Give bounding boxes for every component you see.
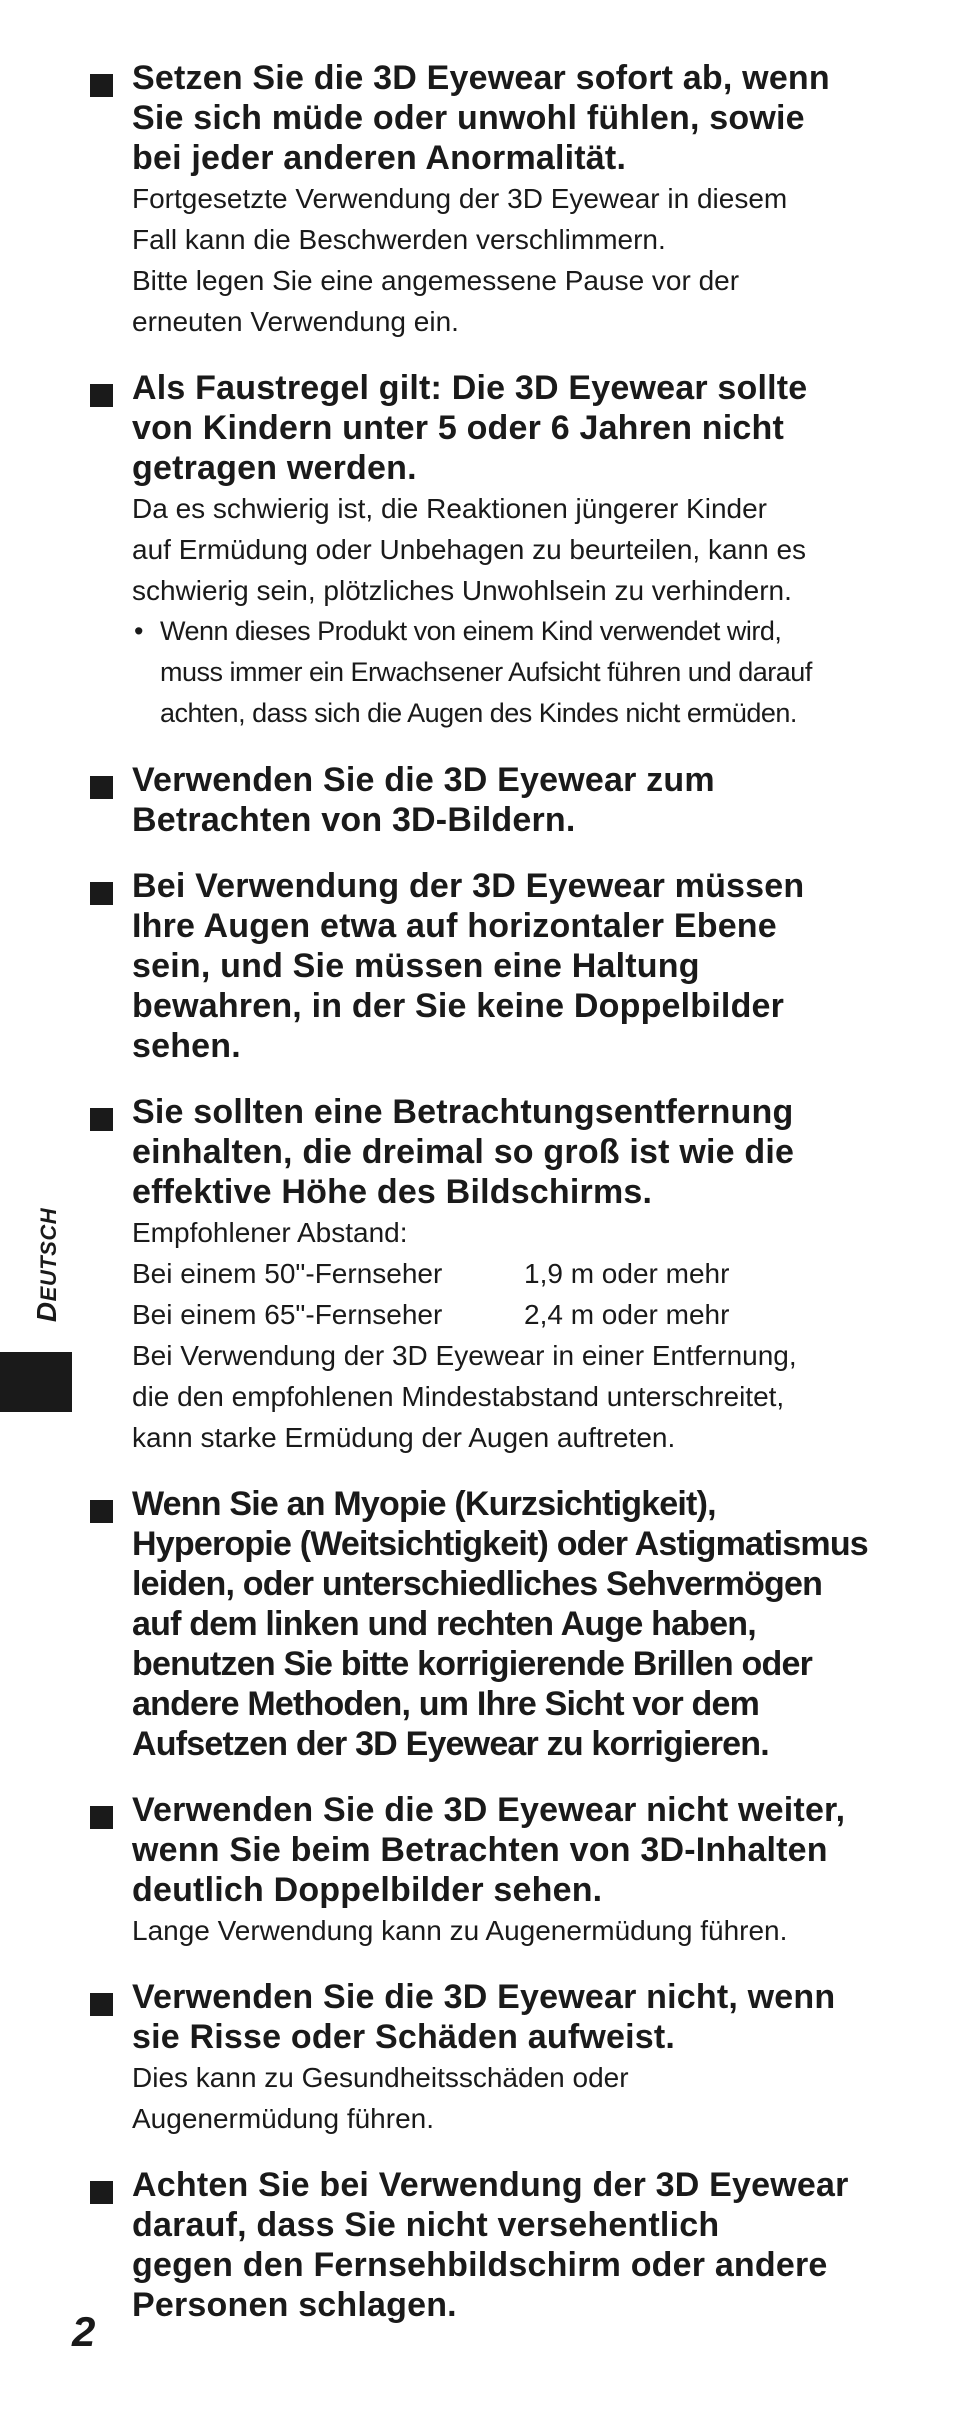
item-body xyxy=(132,178,917,342)
heading-line: auf dem linken und rechten Auge haben, xyxy=(132,1605,756,1643)
heading-line: Personen schlagen. xyxy=(132,2286,457,2324)
warning-item xyxy=(87,2165,917,2325)
body-line: die den empfohlenen Mindestabstand unterschreitet, xyxy=(132,1381,785,1412)
heading-line: Verwenden Sie die 3D Eyewear nicht, wenn xyxy=(132,1978,836,2016)
heading-line: Ihre Augen etwa auf horizontaler Ebene xyxy=(132,907,777,945)
heading-line: leiden, oder unterschiedliches Sehvermögen xyxy=(132,1565,823,1603)
square-bullet-icon xyxy=(90,1500,113,1523)
body-line: Dies kann zu Gesundheitsschäden oder xyxy=(132,2062,629,2093)
distance-label: Bei einem 50"-Fernseher xyxy=(132,1258,443,1289)
item-heading xyxy=(132,58,917,178)
heading-line: deutlich Doppelbilder sehen. xyxy=(132,1871,603,1909)
heading-line: Als Faustregel gilt: Die 3D Eyewear sollte xyxy=(132,369,808,407)
heading-line: Hyperopie (Weitsichtigkeit) oder Astigmatismus xyxy=(132,1525,868,1563)
heading-line: einhalten, die dreimal so groß ist wie die xyxy=(132,1133,795,1171)
heading-line: Verwenden Sie die 3D Eyewear zum xyxy=(132,761,715,799)
heading-line: Wenn Sie an Myopie (Kurzsichtigkeit), xyxy=(132,1485,716,1523)
item-body xyxy=(132,1212,917,1458)
square-bullet-icon xyxy=(90,882,113,905)
sub-line: muss immer ein Erwachsener Aufsicht führen und darauf xyxy=(160,657,812,687)
body-line: Da es schwierig ist, die Reaktionen jüngerer Kinder xyxy=(132,493,767,524)
heading-line: gegen den Fernsehbildschirm oder andere xyxy=(132,2246,828,2284)
heading-line: Verwenden Sie die 3D Eyewear nicht weiter, xyxy=(132,1791,846,1829)
body-line: Bitte legen Sie eine angemessene Pause vor der xyxy=(132,265,740,296)
body-line: Bei Verwendung der 3D Eyewear in einer Entfernung, xyxy=(132,1340,797,1371)
item-body xyxy=(132,2057,917,2139)
heading-line: Betrachten von 3D-Bildern. xyxy=(132,801,576,839)
square-bullet-icon xyxy=(90,74,113,97)
item-heading xyxy=(132,866,917,1066)
heading-line: benutzen Sie bitte korrigierende Brillen oder xyxy=(132,1645,813,1683)
side-label-rest: EUTSCH xyxy=(36,1207,61,1302)
distance-title: Empfohlener Abstand: xyxy=(132,1217,408,1248)
page-number: 2 xyxy=(72,2308,96,2355)
document-body xyxy=(87,58,917,2325)
distance-row xyxy=(132,1253,917,1294)
square-bullet-icon xyxy=(90,2181,113,2204)
heading-line: von Kindern unter 5 oder 6 Jahren nicht xyxy=(132,409,785,447)
heading-line: Aufsetzen der 3D Eyewear zu korrigieren. xyxy=(132,1725,769,1763)
heading-line: Setzen Sie die 3D Eyewear sofort ab, wenn xyxy=(132,59,830,97)
square-bullet-icon xyxy=(90,1993,113,2016)
item-body xyxy=(132,488,917,611)
warning-item xyxy=(87,1790,917,1951)
dot-bullet-icon: • xyxy=(134,616,143,646)
body-line: Fall kann die Beschwerden verschlimmern. xyxy=(132,224,666,255)
item-heading xyxy=(132,1092,917,1212)
warning-item xyxy=(87,1977,917,2139)
distance-label: Bei einem 65"-Fernseher xyxy=(132,1299,443,1330)
body-line: Fortgesetzte Verwendung der 3D Eyewear in diesem xyxy=(132,183,788,214)
heading-line: Achten Sie bei Verwendung der 3D Eyewear xyxy=(132,2166,849,2204)
square-bullet-icon xyxy=(90,1108,113,1131)
square-bullet-icon xyxy=(90,776,113,799)
warning-item xyxy=(87,760,917,840)
item-heading xyxy=(132,1790,917,1910)
heading-line: bewahren, in der Sie keine Doppelbilder xyxy=(132,987,785,1025)
warning-item xyxy=(87,58,917,342)
heading-line: darauf, dass Sie nicht versehentlich xyxy=(132,2206,720,2244)
item-heading xyxy=(132,760,917,840)
heading-line: sie Risse oder Schäden aufweist. xyxy=(132,2018,676,2056)
language-tab-marker xyxy=(0,1352,72,1412)
warning-item xyxy=(87,368,917,734)
item-heading xyxy=(132,368,917,488)
heading-line: effektive Höhe des Bildschirms. xyxy=(132,1173,653,1211)
heading-line: Bei Verwendung der 3D Eyewear müssen xyxy=(132,867,805,905)
distance-value: 2,4 m oder mehr xyxy=(524,1299,730,1330)
item-heading xyxy=(132,2165,917,2325)
body-line: schwierig sein, plötzliches Unwohlsein zu verhindern. xyxy=(132,575,792,606)
distance-row xyxy=(132,1294,917,1335)
square-bullet-icon xyxy=(90,384,113,407)
item-body xyxy=(132,1910,917,1951)
body-line: erneuten Verwendung ein. xyxy=(132,306,459,337)
item-heading xyxy=(132,1484,917,1764)
heading-line: sein, und Sie müssen eine Haltung xyxy=(132,947,700,985)
heading-line: sehen. xyxy=(132,1027,241,1065)
sub-line: achten, dass sich die Augen des Kindes nicht ermüden. xyxy=(160,698,797,728)
side-label-initial: D xyxy=(31,1301,62,1323)
sub-bullet-note xyxy=(132,611,917,734)
heading-line: Sie sollten eine Betrachtungsentfernung xyxy=(132,1093,794,1131)
warning-item xyxy=(87,1092,917,1458)
heading-line: Sie sich müde oder unwohl fühlen, sowie xyxy=(132,99,805,137)
heading-line: wenn Sie beim Betrachten von 3D-Inhalten xyxy=(132,1831,828,1869)
body-line: Augenermüdung führen. xyxy=(132,2103,434,2134)
body-line: kann starke Ermüdung der Augen auftreten. xyxy=(132,1422,676,1453)
body-line: auf Ermüdung oder Unbehagen zu beurteilen, kann es xyxy=(132,534,807,565)
sub-line: Wenn dieses Produkt von einem Kind verwendet wird, xyxy=(160,616,782,646)
distance-value: 1,9 m oder mehr xyxy=(524,1258,730,1289)
item-heading xyxy=(132,1977,917,2057)
heading-line: bei jeder anderen Anormalität. xyxy=(132,139,627,177)
language-side-label xyxy=(31,1208,63,1322)
heading-line: getragen werden. xyxy=(132,449,417,487)
warning-item xyxy=(87,1484,917,1764)
square-bullet-icon xyxy=(90,1806,113,1829)
warning-item xyxy=(87,866,917,1066)
heading-line: andere Methoden, um Ihre Sicht vor dem xyxy=(132,1685,760,1723)
body-line: Lange Verwendung kann zu Augenermüdung führen. xyxy=(132,1915,788,1946)
